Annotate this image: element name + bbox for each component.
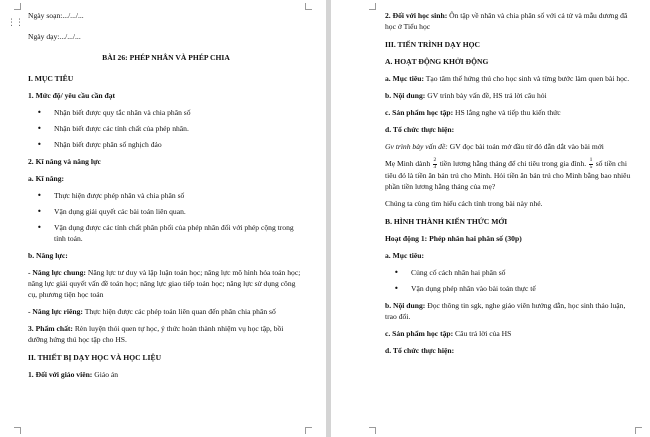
- list-item: • Củng cố cách nhân hai phân số: [391, 267, 636, 278]
- explore-text: Chúng ta cùng tìm hiểu cách tính trong bài này nhé.: [385, 199, 543, 209]
- product-label: c. Sản phẩm học tập:: [385, 108, 454, 117]
- drag-handle-icon[interactable]: ⋮⋮: [7, 18, 23, 28]
- quality-label: 3. Phẩm chất:: [28, 324, 73, 333]
- problem-part1: Mẹ Minh dành: [385, 159, 433, 168]
- organization-label: d. Tổ chức thực hiện:: [385, 125, 455, 134]
- goal-label: a. Mục tiêu:: [385, 74, 425, 83]
- organization2-label: d. Tổ chức thực hiện:: [385, 346, 455, 356]
- list-item: • Vận dụng phép nhân vào bài toán thực tế: [391, 283, 636, 294]
- activity1-title: Hoạt động 1: Phép nhân hai phân số (30p): [385, 234, 522, 244]
- date-prepare: Ngày soạn:.../.../...: [28, 11, 84, 20]
- section-equipment-title: II. THIẾT BỊ DẠY HỌC VÀ HỌC LIỆU: [28, 353, 162, 362]
- specific-ability-label: - Năng lực riêng:: [28, 307, 83, 316]
- crop-mark: [305, 427, 312, 434]
- content2-text: Đọc thông tin sgk, nghe giáo viên hướng dẫn, học sinh thảo luận, trao đổi.: [385, 301, 626, 322]
- crop-mark: [369, 427, 376, 434]
- product-paragraph: [385, 107, 636, 118]
- specific-ability-paragraph: [28, 306, 304, 317]
- warmup-activity-title: A. HOẠT ĐỘNG KHỞI ĐỘNG: [385, 57, 489, 66]
- teacher-label: 1. Đối với giáo viên:: [28, 370, 93, 379]
- fraction-denominator: 3: [433, 163, 437, 170]
- crop-mark: [305, 3, 312, 10]
- teacher-text: Giáo án: [92, 370, 119, 379]
- general-ability-label: - Năng lực chung:: [28, 268, 86, 277]
- skills-ability-title: 2. Kĩ năng và năng lực: [28, 157, 101, 166]
- requirements-title: 1. Mức độ/ yêu cầu cần đạt: [28, 91, 116, 100]
- problem-intro-rest: GV đọc bài toán mở đầu từ đó dẫn dắt vào bài mới: [447, 142, 604, 151]
- product-text: HS lắng nghe và tiếp thu kiến thức: [453, 108, 561, 117]
- quality-text: Rèn luyện thói quen tự học, ý thức hoàn thành nhiệm vụ học tập, bồi dưỡng hứng thú học tập cho HS.: [28, 324, 284, 344]
- skills-title: a. Kĩ năng:: [28, 174, 65, 183]
- ability-title: b. Năng lực:: [28, 251, 68, 260]
- content2-label: b. Nội dung:: [385, 301, 426, 311]
- goals2-list: [385, 267, 636, 294]
- fraction-two-thirds: [433, 158, 437, 170]
- problem-part2: tiền lương hằng tháng để chi tiêu trong gia đình.: [437, 159, 589, 168]
- page-left-content: [28, 10, 304, 386]
- content-text: GV trình bày vấn đề, HS trả lời câu hỏi: [425, 91, 547, 100]
- content-label: b. Nội dung:: [385, 91, 426, 100]
- date-teach: Ngày dạy:.../.../...: [28, 32, 81, 41]
- general-ability-text: Năng lực tư duy và lập luận toán học; năng lực mô hình hóa toán học; năng lực giải quyết vấn đề toán học; năng lực giao tiếp toán học; năng lực sử dụng công cụ, phương tiện học toán: [28, 268, 301, 299]
- fraction-denominator: 5: [589, 163, 593, 170]
- objectives-list: [28, 107, 304, 150]
- list-item: • Vận dụng giải quyết các bài toán liên quan.: [34, 206, 304, 217]
- teacher-paragraph: [28, 369, 304, 380]
- goal-paragraph: [385, 73, 636, 84]
- lesson-title: BÀI 26: PHÉP NHÂN VÀ PHÉP CHIA: [102, 53, 230, 62]
- student-label: 2. Đối với học sinh:: [385, 11, 448, 20]
- problem-paragraph: [385, 158, 636, 192]
- crop-mark: [14, 427, 21, 434]
- specific-ability-text: Thực hiện được các phép toán liên quan đến phân chia phân số: [82, 307, 276, 316]
- general-ability-paragraph: [28, 267, 304, 300]
- list-item: • Nhận biết được phân số nghịch đảo: [34, 139, 304, 150]
- fraction-numerator: 2: [433, 157, 437, 164]
- student-text: Ôn tập về nhân và chia phân số với cả tử và mẫu dương đã học ở Tiểu học: [385, 11, 628, 31]
- document-page-right: [331, 0, 650, 437]
- problem-intro: Gv trình bày vấn đề:: [385, 142, 448, 151]
- product2-text: Câu trả lời của HS: [453, 329, 512, 339]
- crop-mark: [14, 3, 21, 10]
- list-item: • Vận dụng được các tính chất phân phối của phép nhân đối với phép cộng trong tính toán.: [34, 222, 304, 244]
- quality-paragraph: [28, 323, 304, 345]
- product2-label: c. Sản phẩm học tập:: [385, 329, 454, 339]
- goal-text: Tạo tâm thế hứng thú cho học sinh và từng bước làm quen bài học.: [424, 74, 630, 83]
- content-paragraph: [385, 90, 636, 101]
- crop-mark: [369, 3, 376, 10]
- goal2-label: a. Mục tiêu:: [385, 251, 425, 261]
- list-item: • Nhận biết được các tính chất của phép nhân.: [34, 123, 304, 134]
- problem-intro-paragraph: [385, 141, 636, 152]
- page-right-content: [385, 10, 636, 362]
- section-objectives-title: I. MỤC TIÊU: [28, 74, 74, 83]
- section-process-title: III. TIẾN TRÌNH DẠY HỌC: [385, 40, 481, 49]
- product2-paragraph: [385, 328, 636, 339]
- content2-paragraph: [385, 300, 636, 322]
- fraction-numerator: 1: [589, 157, 593, 164]
- fraction-one-fifth: [589, 158, 593, 170]
- problem-part3: số tiền chi tiêu đó là tiền ăn bán trú cho Minh. Hỏi tiền ăn bán trú cho Minh bằng bao nhiêu phần tiền lương hằng tháng của mẹ?: [385, 159, 631, 192]
- student-paragraph: [385, 10, 636, 32]
- list-item: • Thực hiện được phép nhân và chia phân số: [34, 190, 304, 201]
- crop-mark: [635, 427, 642, 434]
- list-item: • Nhận biết được quy tắc nhân và chia phân số: [34, 107, 304, 118]
- skills-list: [28, 190, 304, 244]
- new-knowledge-title: B. HÌNH THÀNH KIẾN THỨC MỚI: [385, 217, 508, 227]
